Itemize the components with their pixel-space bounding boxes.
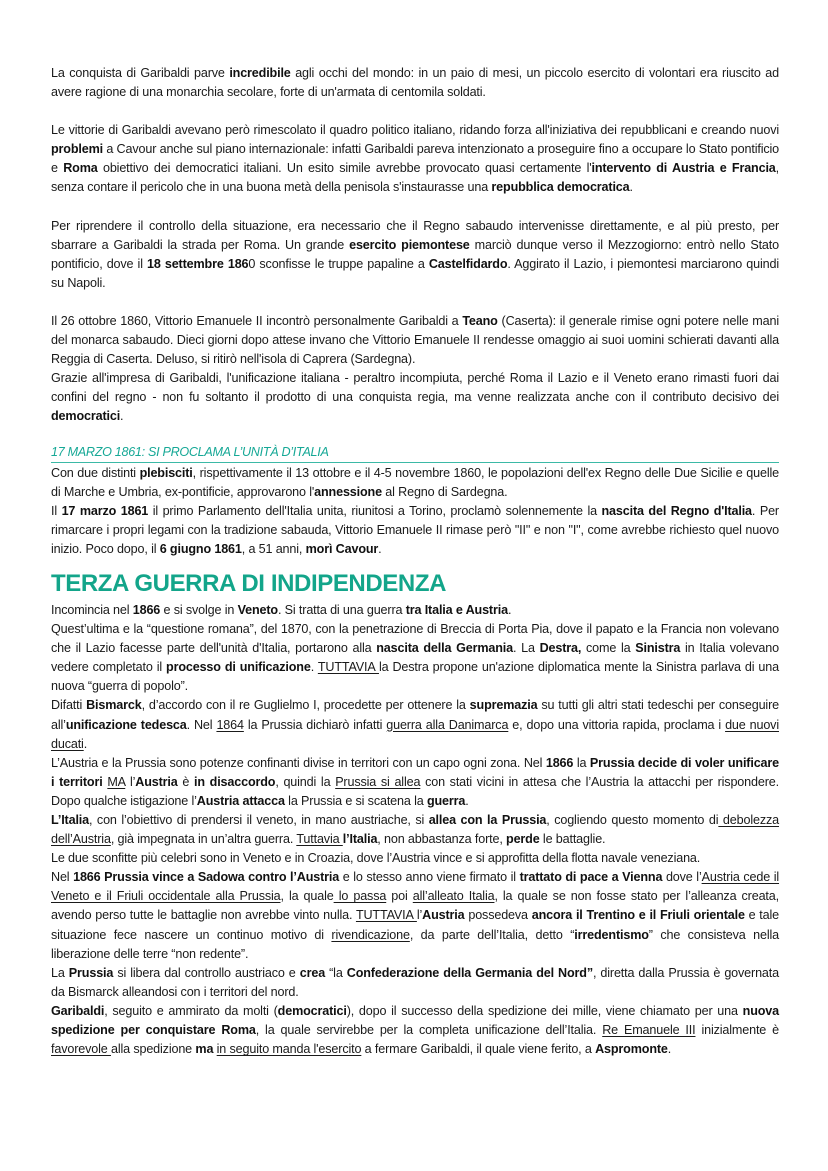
- bold-text: supremazia: [469, 698, 538, 713]
- text-run: , la quale servirebbe per la completa unificazione dell’Italia.: [255, 1023, 603, 1038]
- text-run: possedeva: [464, 908, 532, 923]
- bold-text: annessione: [314, 484, 382, 499]
- text-run: in Italia volevano vedere completato il: [51, 641, 779, 675]
- bold-text: 1866 Prussia vince a Sadowa contro l’Austria: [73, 870, 340, 885]
- text-run: ), dopo il successo della spedizione dei mille, viene chiamato per una: [346, 1003, 743, 1018]
- bold-text: democratici: [277, 1003, 347, 1018]
- text-run: l’: [416, 908, 423, 923]
- paragraph: [51, 849, 779, 868]
- paragraph: [51, 64, 779, 102]
- text-run: , con l’obiettivo di prendersi il veneto, in mano austriache, si: [89, 813, 429, 827]
- text-run: e si svolge in: [160, 602, 238, 617]
- text-run: la Prussia e si scatena la: [284, 793, 427, 808]
- text-run: “la: [325, 965, 347, 980]
- bold-text: guerra: [426, 793, 466, 808]
- bold-text: irredentismo: [574, 927, 649, 942]
- text-run: Nel: [51, 870, 74, 885]
- text-run: .: [507, 602, 512, 617]
- bold-text: 17 marzo 1861: [61, 503, 149, 518]
- text-run: e, dopo una vittoria rapida, proclama i: [508, 717, 726, 732]
- paragraph: [51, 464, 779, 502]
- bold-text: perde: [506, 832, 540, 847]
- text-run: obiettivo dei democratici italiani. Un esito simile avrebbe provocato quasi certamente l': [97, 161, 592, 176]
- underlined-text: TUTTAVIA: [355, 908, 417, 923]
- paragraph: [51, 601, 779, 620]
- text-run: , la quale se non fosse stato per l’alleanza creata, avendo perso tutte le battaglie non avrebbe vinto nulla.: [51, 889, 779, 923]
- text-run: La conquista di Garibaldi parve: [51, 66, 230, 80]
- bold-text: nascita del Regno d'Italia: [601, 503, 752, 518]
- text-run: inizialmente è: [695, 1023, 779, 1038]
- text-run: si libera dal controllo austriaco e: [113, 965, 300, 980]
- underlined-text: favorevole: [51, 1042, 111, 1057]
- bold-text: Bismarck: [86, 698, 142, 713]
- paragraph: [51, 811, 779, 849]
- text-run: .: [310, 660, 318, 675]
- text-run: Con due distinti: [51, 465, 140, 480]
- bold-text: intervento di Austria e Francia: [591, 161, 776, 176]
- paragraph: [51, 312, 779, 369]
- bold-text: 18 settembre 186: [147, 256, 249, 271]
- bold-text: Austria: [135, 774, 178, 789]
- bold-text: unificazione tedesca: [65, 717, 187, 732]
- text-run: al Regno di Sardegna.: [381, 484, 508, 499]
- underlined-text: TUTTAVIA: [317, 660, 379, 675]
- bold-text: processo di unificazione: [166, 660, 311, 675]
- text-run: .: [83, 736, 88, 751]
- text-run: , la quale: [280, 889, 334, 904]
- text-run: poi: [386, 889, 413, 904]
- text-run: , da parte dell’Italia, detto “: [409, 927, 575, 942]
- bold-text: democratici: [51, 409, 121, 424]
- paragraph: [51, 502, 779, 559]
- bold-text: 6 giugno 1861: [159, 541, 242, 556]
- text-run: le battaglie.: [539, 832, 606, 847]
- bold-text: esercito piemontese: [349, 237, 470, 252]
- bold-text: l’Italia: [342, 832, 378, 847]
- underlined-text: guerra alla Danimarca: [386, 717, 509, 732]
- underlined-text: due nuovi ducati: [51, 717, 779, 751]
- text-run: . La: [513, 641, 540, 656]
- text-run: Difatti: [51, 698, 87, 713]
- paragraph: [51, 696, 779, 753]
- text-run: .: [465, 793, 469, 808]
- bold-text: in disaccordo: [194, 774, 276, 789]
- text-run: Il 26 ottobre 1860, Vittorio Emanuele II incontrò personalmente Garibaldi a: [51, 313, 463, 328]
- bold-text: Prussia: [68, 965, 114, 980]
- paragraph: [51, 369, 779, 426]
- text-run: . Per rimarcare i propri legami con la tradizione sabauda, Vittorio Emanuele II rimase però "II" e non "I", come avrebbe richiesto quel nuovo inizio. Poco dopo, il: [51, 503, 779, 556]
- bold-text: ancora il Trentino e il Friuli orientale: [531, 908, 745, 923]
- bold-text: problemi: [51, 142, 103, 157]
- bold-text: Teano: [462, 313, 498, 328]
- text-run: e lo stesso anno viene firmato il: [339, 870, 520, 885]
- text-run: . Si tratta di una guerra: [277, 602, 406, 617]
- text-run: 0 sconfisse le truppe papaline a: [248, 256, 429, 271]
- text-run: Le due sconfitte più celebri sono in Veneto e in Croazia, dove l’Austria vince e si approfitta della flotta navale veneziana.: [51, 851, 701, 866]
- bold-text: allea con la Prussia: [428, 813, 547, 827]
- text-run: su tutti gli altri stati tedeschi per conseguire all’: [51, 698, 779, 732]
- bold-text: 1866: [545, 755, 574, 770]
- bold-text: morì Cavour: [305, 541, 379, 556]
- bold-text: incredibile: [229, 66, 291, 80]
- subsection-heading: 17 MARZO 1861: SI PROCLAMA L’UNITÀ D’ITALIA: [51, 444, 779, 463]
- text-run: , cogliendo questo momento di: [546, 813, 719, 827]
- bold-text: Austria attacca: [196, 793, 285, 808]
- text-run: .: [120, 409, 124, 424]
- bold-text: Aspromonte: [595, 1042, 668, 1057]
- paragraph: [51, 121, 779, 197]
- bold-text: Veneto: [237, 602, 278, 617]
- text-run: . Aggirato il Lazio, i piemontesi marciarono quindi su Napoli.: [51, 256, 780, 290]
- bold-text: nuova spedizione per conquistare Roma: [51, 1003, 780, 1038]
- underlined-text: Re Emanuele III: [602, 1023, 696, 1038]
- text-run: a Cavour anche sul piano internazionale: infatti Garibaldi pareva intenzionato a proseguire fino a occupare lo Stato pontificio e: [51, 142, 779, 176]
- bold-text: Destra,: [539, 641, 582, 656]
- text-run: , rispettivamente il 13 ottobre e il 4-5 novembre 1860, le popolazioni dell'ex Regno delle Due Sicilie e quelle di Marche e Umbria, ex-pontificie, approvarono l': [51, 465, 779, 499]
- document-page: [51, 64, 779, 1059]
- text-run: e tale situazione fece nascere un continuo motivo di: [51, 908, 780, 942]
- text-run: la Destra propone un'azione diplomatica mente la Sinistra parlava di una nuova “guerra di popolo”.: [51, 660, 779, 694]
- underlined-text: all’alleato Italia: [412, 889, 495, 904]
- bold-text: tra Italia e Austria: [405, 602, 508, 617]
- text-run: .: [629, 180, 633, 195]
- bold-text: repubblica democratica: [491, 180, 630, 195]
- underlined-text: lo passa: [333, 889, 387, 904]
- text-run: Grazie all'impresa di Garibaldi, l'unificazione italiana - peraltro incompiuta, perché Roma il Lazio e il Veneto erano rimasti fuori dai confini del regno - non fu soltanto il prodotto di una conquista regia, ma venne realizzata anche con il contributo decisivo dei: [51, 371, 779, 405]
- bold-text: crea: [299, 965, 326, 980]
- text-run: L’Austria e la Prussia sono potenze confinanti divise in territori con un capo ogni zona. Nel: [51, 755, 546, 770]
- text-run: è: [177, 774, 194, 789]
- text-run: l’: [125, 774, 136, 789]
- bold-text: plebisciti: [139, 465, 193, 480]
- text-run: La: [51, 965, 69, 980]
- text-run: marciò dunque verso il Mezzogiorno: entrò nello Stato pontificio, dove il: [51, 237, 779, 271]
- underlined-text: MA: [107, 774, 126, 789]
- bold-text: Sinistra: [635, 641, 681, 656]
- paragraph: [51, 868, 779, 963]
- paragraph: [51, 754, 779, 811]
- bold-text: Austria: [422, 908, 465, 923]
- bold-text: ma: [195, 1042, 214, 1057]
- text-run: Per riprendere il controllo della situazione, era necessario che il Regno sabaudo intervenisse direttamente, e al più presto, per sbarrare a Garibaldi la strada per Roma. Un grande: [51, 218, 779, 252]
- text-run: , a 51 anni,: [241, 541, 306, 556]
- text-run: Quest’ultima e la “questione romana”, del 1870, con la penetrazione di Breccia di Porta Pia, dove il papato e la Francia non volevano che il Lazio facesse parte dell'unità d'Italia, portarono alla: [51, 622, 779, 656]
- bold-text: trattato di pace a Vienna: [519, 870, 663, 885]
- text-run: la: [573, 755, 590, 770]
- underlined-text: in seguito manda l'esercito: [216, 1042, 362, 1057]
- underlined-text: debolezza dell’Austria: [51, 813, 779, 847]
- text-run: come la: [581, 641, 636, 656]
- bold-text: L’Italia: [51, 813, 89, 827]
- text-run: .: [667, 1042, 672, 1057]
- text-run: Il: [51, 503, 62, 518]
- text-run: , già impegnata in un’altra guerra.: [110, 832, 297, 847]
- paragraph: [51, 964, 779, 1002]
- bold-text: Roma: [63, 161, 98, 176]
- underlined-text: Prussia si allea: [335, 774, 421, 789]
- underlined-text: rivendicazione: [331, 927, 410, 942]
- text-run: . Nel: [186, 717, 217, 732]
- paragraph: [51, 620, 779, 696]
- text-run: , senza contare il pericolo che in una buona metà della penisola s'instaurasse una: [51, 161, 780, 195]
- text-run: , quindi la: [275, 774, 336, 789]
- text-run: Le vittorie di Garibaldi avevano però rimescolato il quadro politico italiano, ridando forza all'iniziativa dei repubblicani e creando nuovi: [51, 123, 779, 138]
- text-run: (Caserta): il generale rimise ogni potere nelle mani del monarca sabaudo. Dieci giorni dopo attese invano che Vittorio Emanuele II rendesse omaggio ai suoi uomini schierati davanti alla Reggia di Caserta. Deluso, si ritirò nell'isola di Caprera (Sardegna).: [51, 313, 779, 367]
- text-run: , diretta dalla Prussia è governata da Bismarck alleandosi con i territori del nord.: [51, 965, 779, 999]
- text-run: il primo Parlamento dell'Italia unita, riunitosi a Torino, proclamò solennemente la: [148, 503, 602, 518]
- bold-text: Confederazione della Germania del Nord”: [346, 965, 593, 980]
- text-run: , seguito e ammirato da molti (: [104, 1003, 278, 1018]
- underlined-text: Tuttavia: [296, 832, 343, 847]
- text-run: .: [378, 541, 382, 556]
- paragraph: [51, 1002, 779, 1059]
- text-run: ” che consisteva nella liberazione delle terre “non redente”.: [51, 927, 780, 961]
- bold-text: Garibaldi: [51, 1003, 105, 1018]
- underlined-text: Austria cede il Veneto e il Friuli occidentale alla Prussia: [51, 870, 780, 904]
- text-run: , non abbastanza forte,: [377, 832, 507, 847]
- underlined-text: 1864: [216, 717, 244, 732]
- bold-text: Castelfidardo: [428, 256, 508, 271]
- text-run: agli occhi del mondo: in un paio di mesi, un piccolo esercito di volontari era riuscito ad avere ragione di una monarchia secolare, forte di un'armata di centomila soldati.: [51, 66, 779, 100]
- section-heading: TERZA GUERRA DI INDIPENDENZA: [51, 569, 447, 597]
- text-run: la Prussia dichiarò infatti: [243, 717, 387, 732]
- bold-text: nascita della Germania: [376, 641, 513, 656]
- bold-text: Prussia decide di voler unificare i territori: [51, 755, 780, 789]
- text-run: alla spedizione: [110, 1042, 196, 1057]
- text-run: con stati vicini in attesa che l’Austria la attacchi per rispondere. Dopo qualche istigazione l’: [51, 774, 779, 808]
- text-run: Incomincia nel: [51, 602, 133, 617]
- bold-text: 1866: [132, 602, 161, 617]
- text-run: dove l’: [662, 870, 702, 885]
- paragraph: [51, 217, 779, 293]
- text-run: , d’accordo con il re Guglielmo I, procedette per ottenere la: [141, 698, 470, 713]
- text-run: a fermare Garibaldi, il quale viene ferito, a: [361, 1042, 596, 1057]
